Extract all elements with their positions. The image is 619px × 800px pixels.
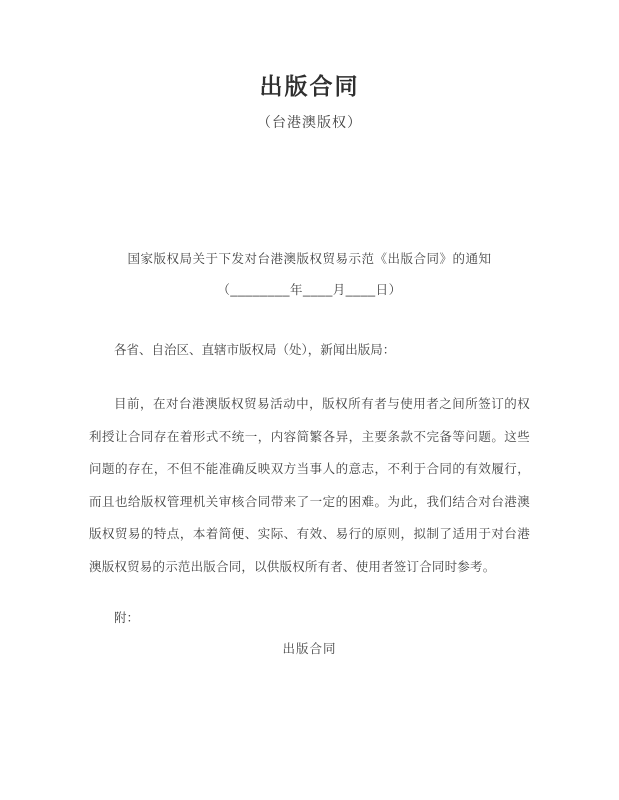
date-blank-line: （________年____月____日） [217,283,402,297]
document-title: 出版合同 [259,73,360,99]
body-paragraph: 目前，在对台港澳版权贸易活动中，版权所有者与使用者之间所签订的权利授让合同存在着形式不统一，内容简繁各异，主要条款不完备等问题。这些问题的存在，不但不能准确反映双方当事人的意志，不利于合同的有效履行，而且也给版权管理机关审核合同带来了一定的困难。为此，我们结合对台港澳版权贸易的特点，本着简便、实际、有效、易行的原则，拟制了适用于对台港澳版权贸易的示范出版合同，以供版权所有者、使用者签订合同时参考。 [89,397,530,574]
notice-title: 国家版权局关于下发对台港澳版权贸易示范《出版合同》的通知 [127,252,492,266]
salutation-line: 各省、自治区、直辖市版权局（处），新闻出版局： [114,343,396,357]
document-subtitle: （台港澳版权） [257,114,362,130]
attachment-title: 出版合同 [282,642,337,656]
attachment-label: 附： [114,611,140,625]
